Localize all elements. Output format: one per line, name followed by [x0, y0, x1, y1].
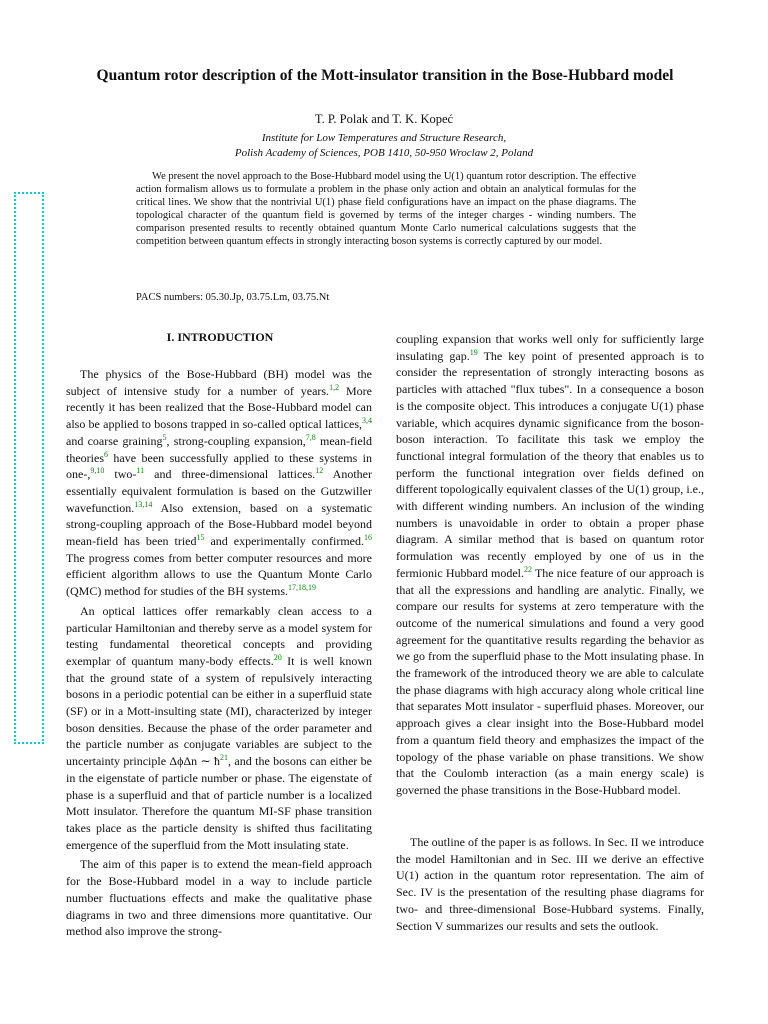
citation-ref[interactable]: 12 — [315, 466, 324, 476]
abstract: We present the novel approach to the Bose-Hubbard model using the U(1) quantum rotor description. The effective action formalism allows us to formulate a problem in the phase only action and obtain an analytical formulas for the critical lines. We show that the nontrivial U(1) phase field configurations have an impact on the phase diagrams. The topological character of the quantum field is governed by terms of the integer charges - winding numbers. The comparison presented results to recently obtained quantum Monte Carlo numerical calculations suggests that the competition between quantum effects in strongly interacting boson systems is correctly captured by our model. — [136, 171, 636, 248]
citation-ref[interactable]: 21 — [220, 753, 229, 763]
intro-paragraph-1: The physics of the Bose-Hubbard (BH) model was the subject of intensive study for a number of years.$^{1,2}$ More recently it has been realized that the Bose-Hubbard model can also be applied to bosons trapped in so-called optical lattices,$^{3,4}$ and coarse graining$^5$, strong-coupling expansion,$^{7,8}$ mean-field theories$^6$ have been successfully applied to these systems in one-,$^{9,10}$ two-$^{11}$ and three-dimensional lattices.$^{12}$ Another essentially equivalent formulation is based on the Gutzwiller wavefunction.$^{13,14}$ Also extension, based on a systematic strong-coupling approach of the Bose-Hubbard model beyond mean-field has been tried$^{15}$ and experimentally confirmed.$^{16}$ The progress comes from better computer resources and more efficient algorithm allows to use the Quantum Monte Carlo (QMC) method for studies of the BH systems.$^{17,18,19}$ — [66, 367, 372, 599]
affiliation-line-2: Polish Academy of Sciences, POB 1410, 50-950 Wroclaw 2, Poland — [234, 147, 534, 159]
section-heading-introduction: I. INTRODUCTION — [166, 330, 274, 344]
citation-ref[interactable]: 3,4 — [362, 416, 372, 426]
paper-title: Quantum rotor description of the Mott-insulator transition in the Bose-Hubbard model — [96, 67, 674, 84]
margin-annotation-box — [14, 192, 44, 744]
intro-paragraph-outline: The outline of the paper is as follows. In Sec. II we introduce the model Hamiltonian and in Sec. III we derive an effective U(1) action in the quantum rotor representation. The aim of Sec. IV is the presentation of the resulting phase diagrams for two- and three-dimensional Bose-Hubbard systems. Finally, Section V summarizes our results and sets the outlook. — [396, 835, 704, 933]
citation-ref[interactable]: 19 — [469, 347, 478, 357]
citation-ref[interactable]: 13,14 — [134, 499, 153, 509]
citation-ref[interactable]: 16 — [364, 533, 372, 543]
citation-ref[interactable]: 17,18,19 — [287, 583, 316, 593]
authors: T. P. Polak and T. K. Kopeć — [314, 112, 454, 126]
citation-ref[interactable]: 22 — [524, 564, 532, 574]
right-column-outline — [396, 834, 704, 934]
intro-paragraph-2: An optical lattices offer remarkably clean access to a particular Hamiltonian and thereby serve as a model system for testing fundamental theoretical concepts and providing exemplar of quantum many-body effects.$^{20}$ It is well known that the ground state of a system of repulsively interacting bosons in a periodic potential can be either in a superfluid state (SF) or in a Mott-insulting state (MI), characterized by integer boson densities. Because the phase of the order parameter and the particle number as conjugate variables are subject to the uncertainty principle ΔϕΔn ∼ ħ$^{21}$, and the bosons can either be in the eigenstate of particle number or phase. The eigenstate of phase is a superfluid and that of particle number is a localized Mott insulator. Therefore the quantum MI-SF phase transition takes place as the particle density is shifted thus facilitating emergence of the superfluid from the Mott insulating state. — [66, 603, 372, 852]
citation-ref[interactable]: 11 — [136, 466, 145, 476]
right-column — [396, 331, 704, 799]
intro-paragraph-4: coupling expansion that works well only for sufficiently large insulating gap.$^{19}$ The key point of presented approach is to consider the representation of strongly interacting bosons as particles with attached "flux tubes". In a consequence a boson is the composite object. This introduces a conjugate U(1) phase variable, which acquires dynamic significance from the boson-boson interaction. To facilitate this task we employ the functional integral formulation of the theory that enables us to perform the functional integration over fields defined on different topologically equivalent classes of the U(1) group, i.e., with different winding numbers. An inclusion of the winding numbers is unavoidable in order to obtain a proper phase diagram. A similar method that is based on quantum rotor formulation was recently employed by one of us in the fermionic Hubbard model.$^{22}$ The nice feature of our approach is that all the expressions and handling are analytic. Finally, we compare our results for systems at zero temperature with the outcome of the numerical simulations and found a very good agreement for the quantitative results regarding the behavior as we go from the superfluid phase to the Mott insulating phase. In the framework of the introduced theory we are able to calculate the phase diagrams with high accuracy along whole critical line that separates Mott insulator - superfluid phases. Moreover, our approach gives a clear insight into the Bose-Hubbard model from a quantum field theory and emphasizes the impact of the topology of the phase variable on phase transitions. We show that the Coulomb interaction (as a main energy scale) is governed the phase transitions in the Bose-Hubbard model. — [396, 332, 704, 797]
affiliation-line-1: Institute for Low Temperatures and Structure Research, — [261, 132, 507, 144]
citation-ref[interactable]: 15 — [196, 533, 205, 543]
citation-ref[interactable]: 1,2 — [329, 382, 340, 392]
citation-ref[interactable]: 6 — [104, 449, 108, 459]
intro-paragraph-3: The aim of this paper is to extend the mean-field approach for the Bose-Hubbard model in a way to include particle number fluctuations effects and make the qualitative phase diagrams in two and three dimensions more quantitative. Our method also improve the strong- — [66, 857, 372, 939]
citation-ref[interactable]: 5 — [162, 432, 167, 442]
citation-ref[interactable]: 7,8 — [305, 432, 316, 442]
citation-ref[interactable]: 9,10 — [90, 466, 105, 476]
citation-ref[interactable]: 20 — [273, 652, 282, 662]
pacs-numbers: PACS numbers: 05.30.Jp, 03.75.Lm, 03.75.Nt — [136, 292, 330, 303]
left-column — [66, 366, 372, 940]
